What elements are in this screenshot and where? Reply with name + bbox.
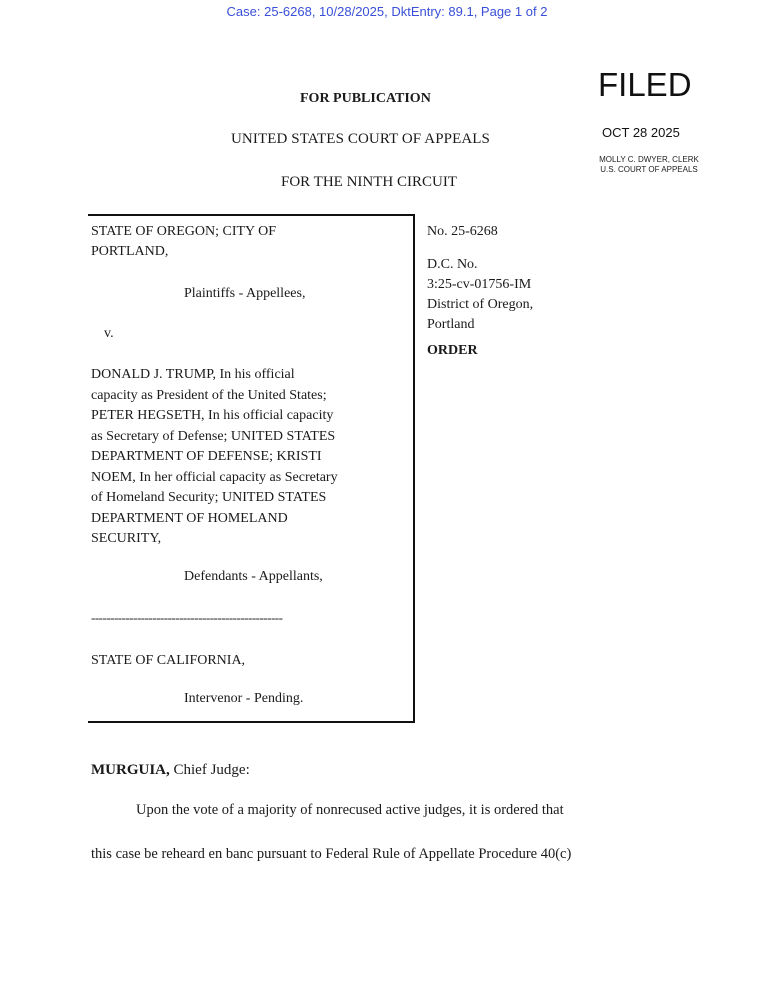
judge-line [91, 762, 250, 779]
defendants-role: Defendants - Appellants, [184, 569, 323, 584]
judge-title: Chief Judge: [173, 762, 250, 778]
plaintiffs-line-1: STATE OF OREGON; CITY OF [91, 224, 277, 239]
docket-header-stamp: Case: 25-6268, 10/28/2025, DktEntry: 89.1, Page 1 of 2 [226, 4, 548, 19]
defendant-line: SECURITY, [91, 531, 162, 546]
filed-stamp-clerk [575, 155, 723, 175]
defendant-line: NOEM, In her official capacity as Secretary [91, 469, 338, 485]
versus: v. [104, 326, 114, 341]
district-city: Portland [427, 317, 475, 332]
intervenor-name: STATE OF CALIFORNIA, [91, 653, 246, 668]
case-number: No. 25-6268 [427, 224, 498, 239]
filed-stamp-title: FILED [598, 66, 692, 103]
publication-label: FOR PUBLICATION [300, 91, 431, 106]
circuit-name: FOR THE NINTH CIRCUIT [281, 174, 457, 190]
clerk-court: U.S. COURT OF APPEALS [600, 165, 698, 174]
dc-number: 3:25-cv-01756-IM [427, 277, 532, 292]
defendant-line: capacity as President of the United States; [91, 387, 327, 403]
caption-separator: -------------------------------------------------- [91, 610, 283, 625]
filed-stamp-date: OCT 28 2025 [602, 125, 680, 140]
plaintiffs-line-2: PORTLAND, [91, 244, 169, 259]
defendant-line: of Homeland Security; UNITED STATES [91, 490, 327, 505]
order-text-line-2: this case be reheard en banc pursuant to Federal Rule of Appellate Procedure 40(c) [91, 846, 572, 862]
court-name: UNITED STATES COURT OF APPEALS [231, 131, 490, 147]
defendant-line: DEPARTMENT OF DEFENSE; KRISTI [91, 449, 322, 464]
defendant-line: PETER HEGSETH, In his official capacity [91, 408, 334, 423]
order-text-line-1: Upon the vote of a majority of nonrecused active judges, it is ordered that [136, 802, 564, 818]
intervenor-role: Intervenor - Pending. [184, 691, 304, 706]
dc-number-label: D.C. No. [427, 257, 478, 272]
district: District of Oregon, [427, 297, 534, 312]
clerk-name: MOLLY C. DWYER, CLERK [599, 155, 699, 164]
judge-name: MURGUIA, [91, 762, 170, 778]
plaintiffs-role: Plaintiffs - Appellees, [184, 286, 306, 301]
defendant-line: DONALD J. TRUMP, In his official [91, 367, 295, 382]
defendant-line: as Secretary of Defense; UNITED STATES [91, 428, 336, 444]
order-label: ORDER [427, 343, 478, 358]
defendant-line: DEPARTMENT OF HOMELAND [91, 510, 288, 526]
